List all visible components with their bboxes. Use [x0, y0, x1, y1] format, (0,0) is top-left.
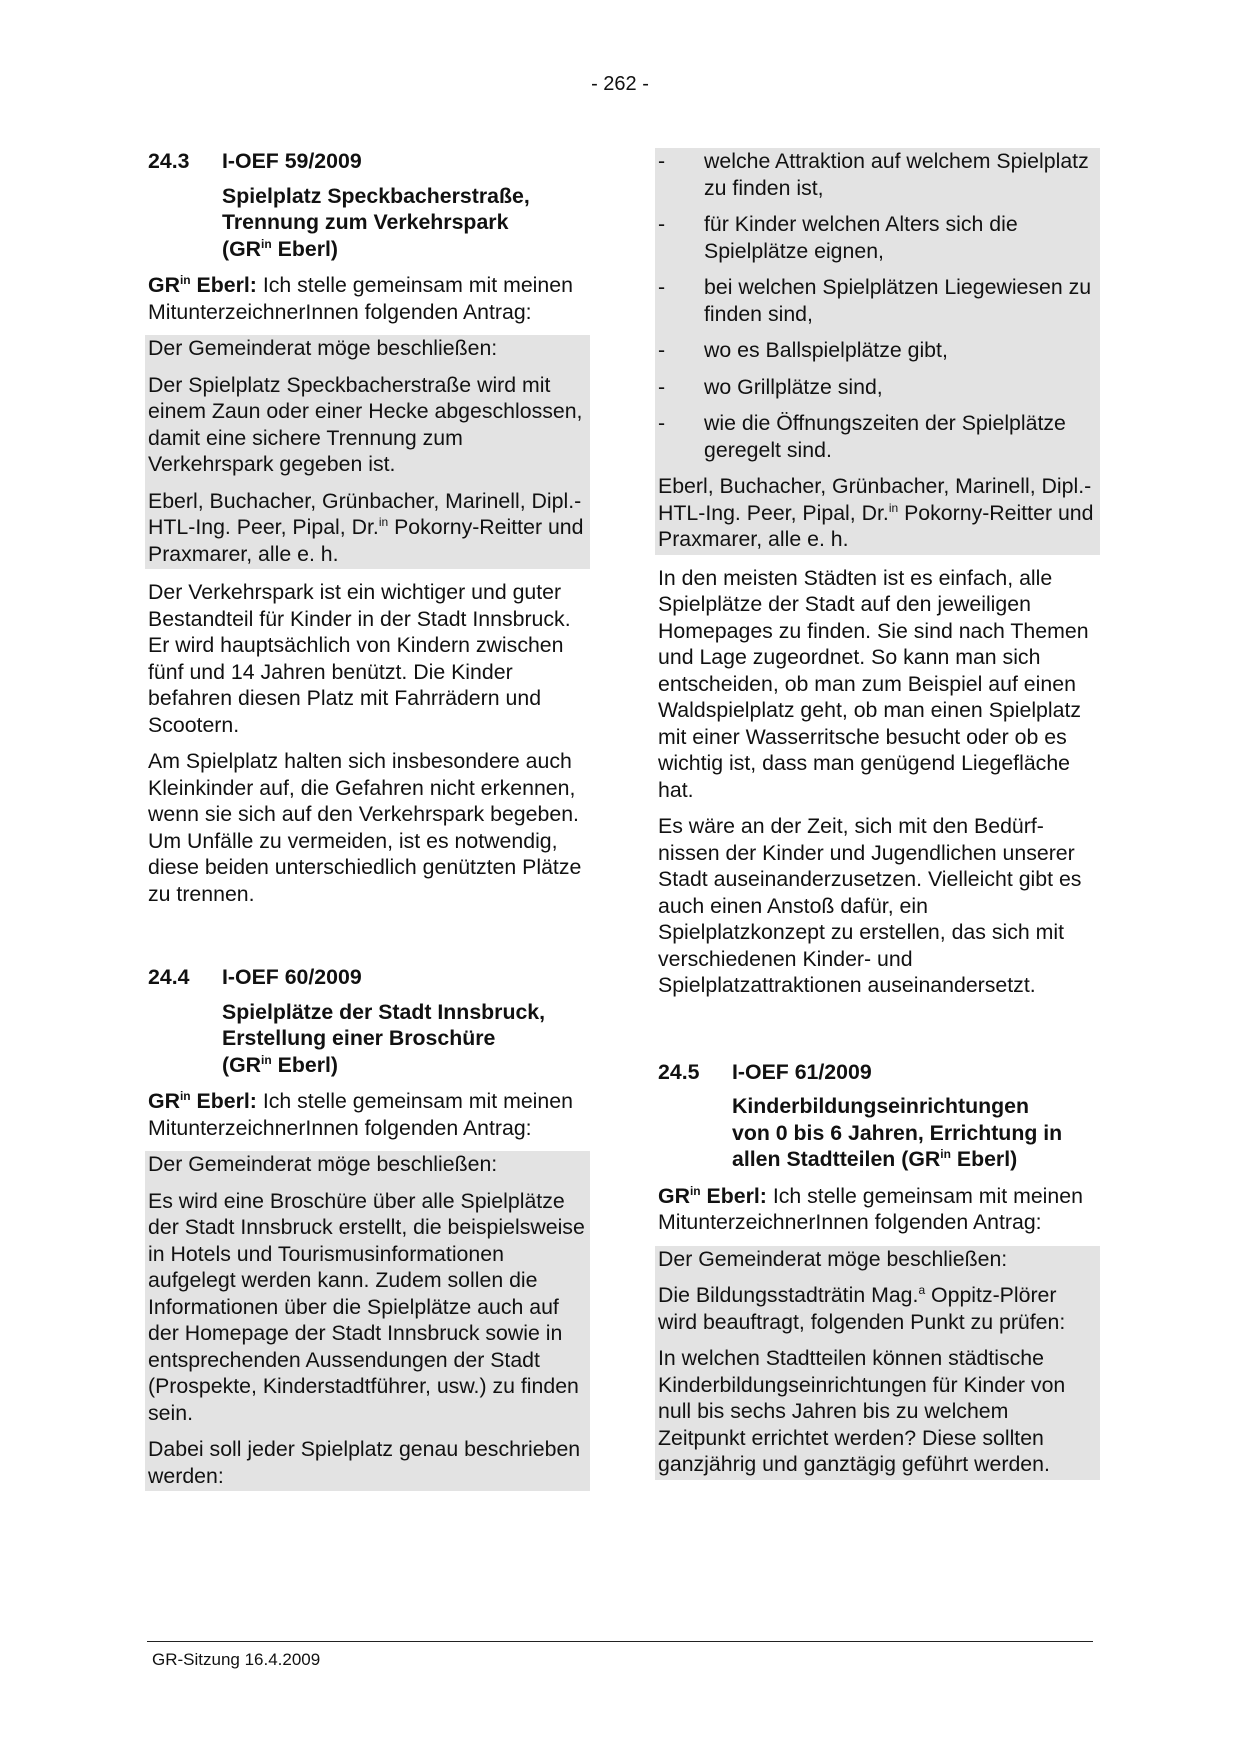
section-24-3 [145, 148, 590, 907]
speaker-name: Eberl: [700, 1183, 767, 1208]
section-heading [145, 148, 590, 175]
list-text: wo Grillplätze sind, [704, 374, 883, 399]
superscript: in [940, 1147, 951, 1161]
title-text: (GR [222, 236, 262, 261]
superscript: a [918, 1283, 926, 1297]
footer-text: GR-Sitzung 16.4.2009 [152, 1650, 321, 1669]
motion-label: Der Gemeinderat möge beschließen: [148, 1152, 498, 1176]
title-line: Spielplätze der Stadt Innsbruck, [222, 999, 546, 1024]
section-number: 24.3 [148, 149, 190, 173]
section-title [732, 1093, 1100, 1173]
section-24-5 [655, 1059, 1100, 1480]
speaker-paragraph [145, 1088, 590, 1141]
title-line: von 0 bis 6 Jahren, Errichtung in [732, 1120, 1063, 1145]
speaker-name: Eberl: [190, 1089, 257, 1113]
list-text: für Kinder welchen Alters sich die Spielplätze eignen, [704, 212, 1018, 263]
left-column [145, 148, 590, 1491]
speaker-intro: Ich stelle gemeinsam mit meinen MitunterzeichnerInnen folgenden Antrag: [658, 1183, 1083, 1234]
superscript: in [888, 500, 899, 515]
motion-label: Der Gemeinderat möge beschließen: [658, 1246, 1008, 1271]
section-heading [655, 1059, 1100, 1086]
title-line: Trennung zum Verkehrspark [222, 210, 509, 234]
speaker-paragraph [655, 1183, 1100, 1236]
list-item [655, 337, 1100, 374]
section-24-4 [145, 964, 590, 1491]
title-text: Eberl) [271, 1052, 338, 1077]
title-text: allen Stadtteilen (GR [732, 1147, 941, 1171]
paragraph: Am Spielplatz halten sich insbesondere auch Kleinkinder auf, die Gefahren nicht erkennen, wenn sie sich auf den Verkehrspark begeben. Um Unfälle zu vermeiden, ist es notwendig, diese beiden unterschiedlich genützten Plätze zu trennen. [148, 749, 582, 906]
motion-text: Es wird eine Broschüre über alle Spielplätze der Stadt Innsbruck erstellt, die beispielsweise in Hotels und Tourismusinformationen aufgelegt werden kann. Zudem sollen die Informationen über die Spielplätze auch auf der Homepage der Stadt Innsbruck sowie in entsprechenden Aussendungen der Stadt (Prospekte, Kinderstadtführer, usw.) zu finden sein. [148, 1188, 585, 1425]
paragraph: Der Verkehrspark ist ein wichtiger und guter Bestandteil für Kinder in der Stadt Innsbruck. Er wird hauptsächlich von Kindern zwischen fünf und 14 Jahren benützt. Die Kinder befahren diesen Platz mit Fahrrädern und Scootern. [148, 580, 571, 737]
signers [145, 488, 590, 570]
list-text: welche Attraktion auf welchem Spielplatz zu finden ist, [704, 149, 1089, 200]
signers-text: Pokorny-Reitter und Praxmarer, alle e. h. [658, 500, 1094, 551]
signers-text: Eberl, Buchacher, Grünbacher, Marinell, Dipl.-HTL-Ing. Peer, Pipal, Dr. [148, 488, 582, 539]
list-text: bei welchen Spielplätzen Liegewiesen zu finden sind, [704, 275, 1092, 326]
section-title [222, 183, 590, 263]
title-line: Erstellung einer Broschüre [222, 1026, 496, 1050]
footer-rule [147, 1641, 1093, 1642]
speaker-name: GR [148, 1089, 180, 1113]
list-item [655, 410, 1100, 473]
list-item [655, 211, 1100, 274]
speaker-intro: Ich stelle gemeinsam mit meinen MitunterzeichnerInnen folgenden Antrag: [148, 273, 573, 324]
motion-box-continued [655, 148, 1100, 555]
section-code: I-OEF 61/2009 [732, 1059, 872, 1084]
list-item [655, 374, 1100, 411]
list-text: wo es Ballspielplätze gibt, [704, 338, 948, 362]
list-dash: - [658, 149, 666, 173]
title-line [222, 1052, 587, 1079]
signers-text: Pokorny-Reitter und Praxmarer, alle e. h. [148, 515, 584, 566]
title-text: Eberl) [271, 236, 338, 261]
motion-text: In welchen Stadtteilen können städtische Kinderbildungseinrichtungen für Kinder von null bis sechs Jahren bis zu welchem Zeitpunkt errichtet werden? Diese sollten ganzjährig und ganztägig geführt werden. [658, 1346, 1066, 1476]
title-text: Eberl) [950, 1147, 1018, 1171]
speaker-name: GR [148, 273, 180, 297]
superscript: in [179, 273, 191, 287]
superscript: in [261, 1052, 272, 1067]
motion-text-part: Die Bildungsstadträtin Mag. [658, 1283, 919, 1307]
motion-box [145, 335, 590, 569]
motion-text [655, 1282, 1100, 1345]
list-dash: - [658, 411, 666, 435]
list-dash: - [658, 275, 666, 299]
speaker-name: Eberl: [190, 273, 257, 297]
section-heading [145, 964, 590, 991]
signers-text: Eberl, Buchacher, Grünbacher, Marinell, Dipl.-HTL-Ing. Peer, Pipal, Dr. [658, 474, 1092, 525]
superscript: in [689, 1183, 701, 1198]
title-text: (GR [222, 1052, 262, 1077]
title-line [732, 1146, 1097, 1173]
paragraph: Es wäre an der Zeit, sich mit den Bedürfnissen der Kinder und Jugendlichen unserer Stadt auseinanderzusetzen. Vielleicht gibt es auch einen Anstoß dafür, ein Spielplatzkonzept zu erstellen, das sich mit verschiedenen Kinder- und Spielplatzattraktionen auseinandersetzt. [658, 814, 1082, 997]
list-item [655, 274, 1100, 337]
superscript: in [378, 515, 389, 529]
title-line [222, 236, 587, 263]
list-dash: - [658, 374, 666, 399]
speaker-intro: Ich stelle gemeinsam mit meinen MitunterzeichnerInnen folgenden Antrag: [148, 1089, 573, 1140]
motion-text: Dabei soll jeder Spielplatz genau beschrieben werden: [148, 1437, 581, 1488]
motion-label: Der Gemeinderat möge beschließen: [148, 336, 498, 360]
section-code: I-OEF 60/2009 [222, 965, 362, 989]
title-line: Spielplatz Speckbacherstraße, [222, 183, 530, 208]
speaker-name: GR [658, 1183, 690, 1208]
motion-box [145, 1151, 590, 1491]
page-number: - 262 - [591, 73, 649, 95]
speaker-paragraph [145, 272, 590, 325]
section-number: 24.5 [658, 1059, 700, 1084]
section-number: 24.4 [148, 965, 190, 989]
paragraph: In den meisten Städten ist es einfach, alle Spielplätze der Stadt auf den jeweiligen Homepages zu finden. Sie sind nach Themen und Lage zugeordnet. So kann man sich entscheiden, ob man zum Beispiel auf einen Waldspielplatz geht, ob man einen Spielplatz mit einer Wasserritsche besucht oder ob es wichtig ist, dass man genügend Liegefläche hat. [658, 565, 1089, 802]
list-item [655, 148, 1100, 211]
superscript: in [261, 236, 272, 251]
list-text: wie die Öffnungszeiten der Spielplätze geregelt sind. [704, 411, 1066, 462]
list-dash: - [658, 338, 666, 362]
motion-text-part: Oppitz-Plörer wird beauftragt, folgenden Punkt zu prüfen: [658, 1283, 1066, 1334]
motion-box [655, 1246, 1100, 1480]
signers [655, 473, 1100, 555]
right-column [655, 148, 1100, 1480]
title-line: Kinderbildungseinrichtungen [732, 1094, 1029, 1118]
list-dash: - [658, 212, 666, 236]
section-code: I-OEF 59/2009 [222, 149, 362, 173]
motion-text: Der Spielplatz Speckbacherstraße wird mit einem Zaun oder einer Hecke abgeschlossen, damit eine sichere Trennung zum Verkehrspark gegeben ist. [148, 372, 583, 476]
superscript: in [179, 1089, 191, 1103]
section-title [222, 999, 590, 1079]
